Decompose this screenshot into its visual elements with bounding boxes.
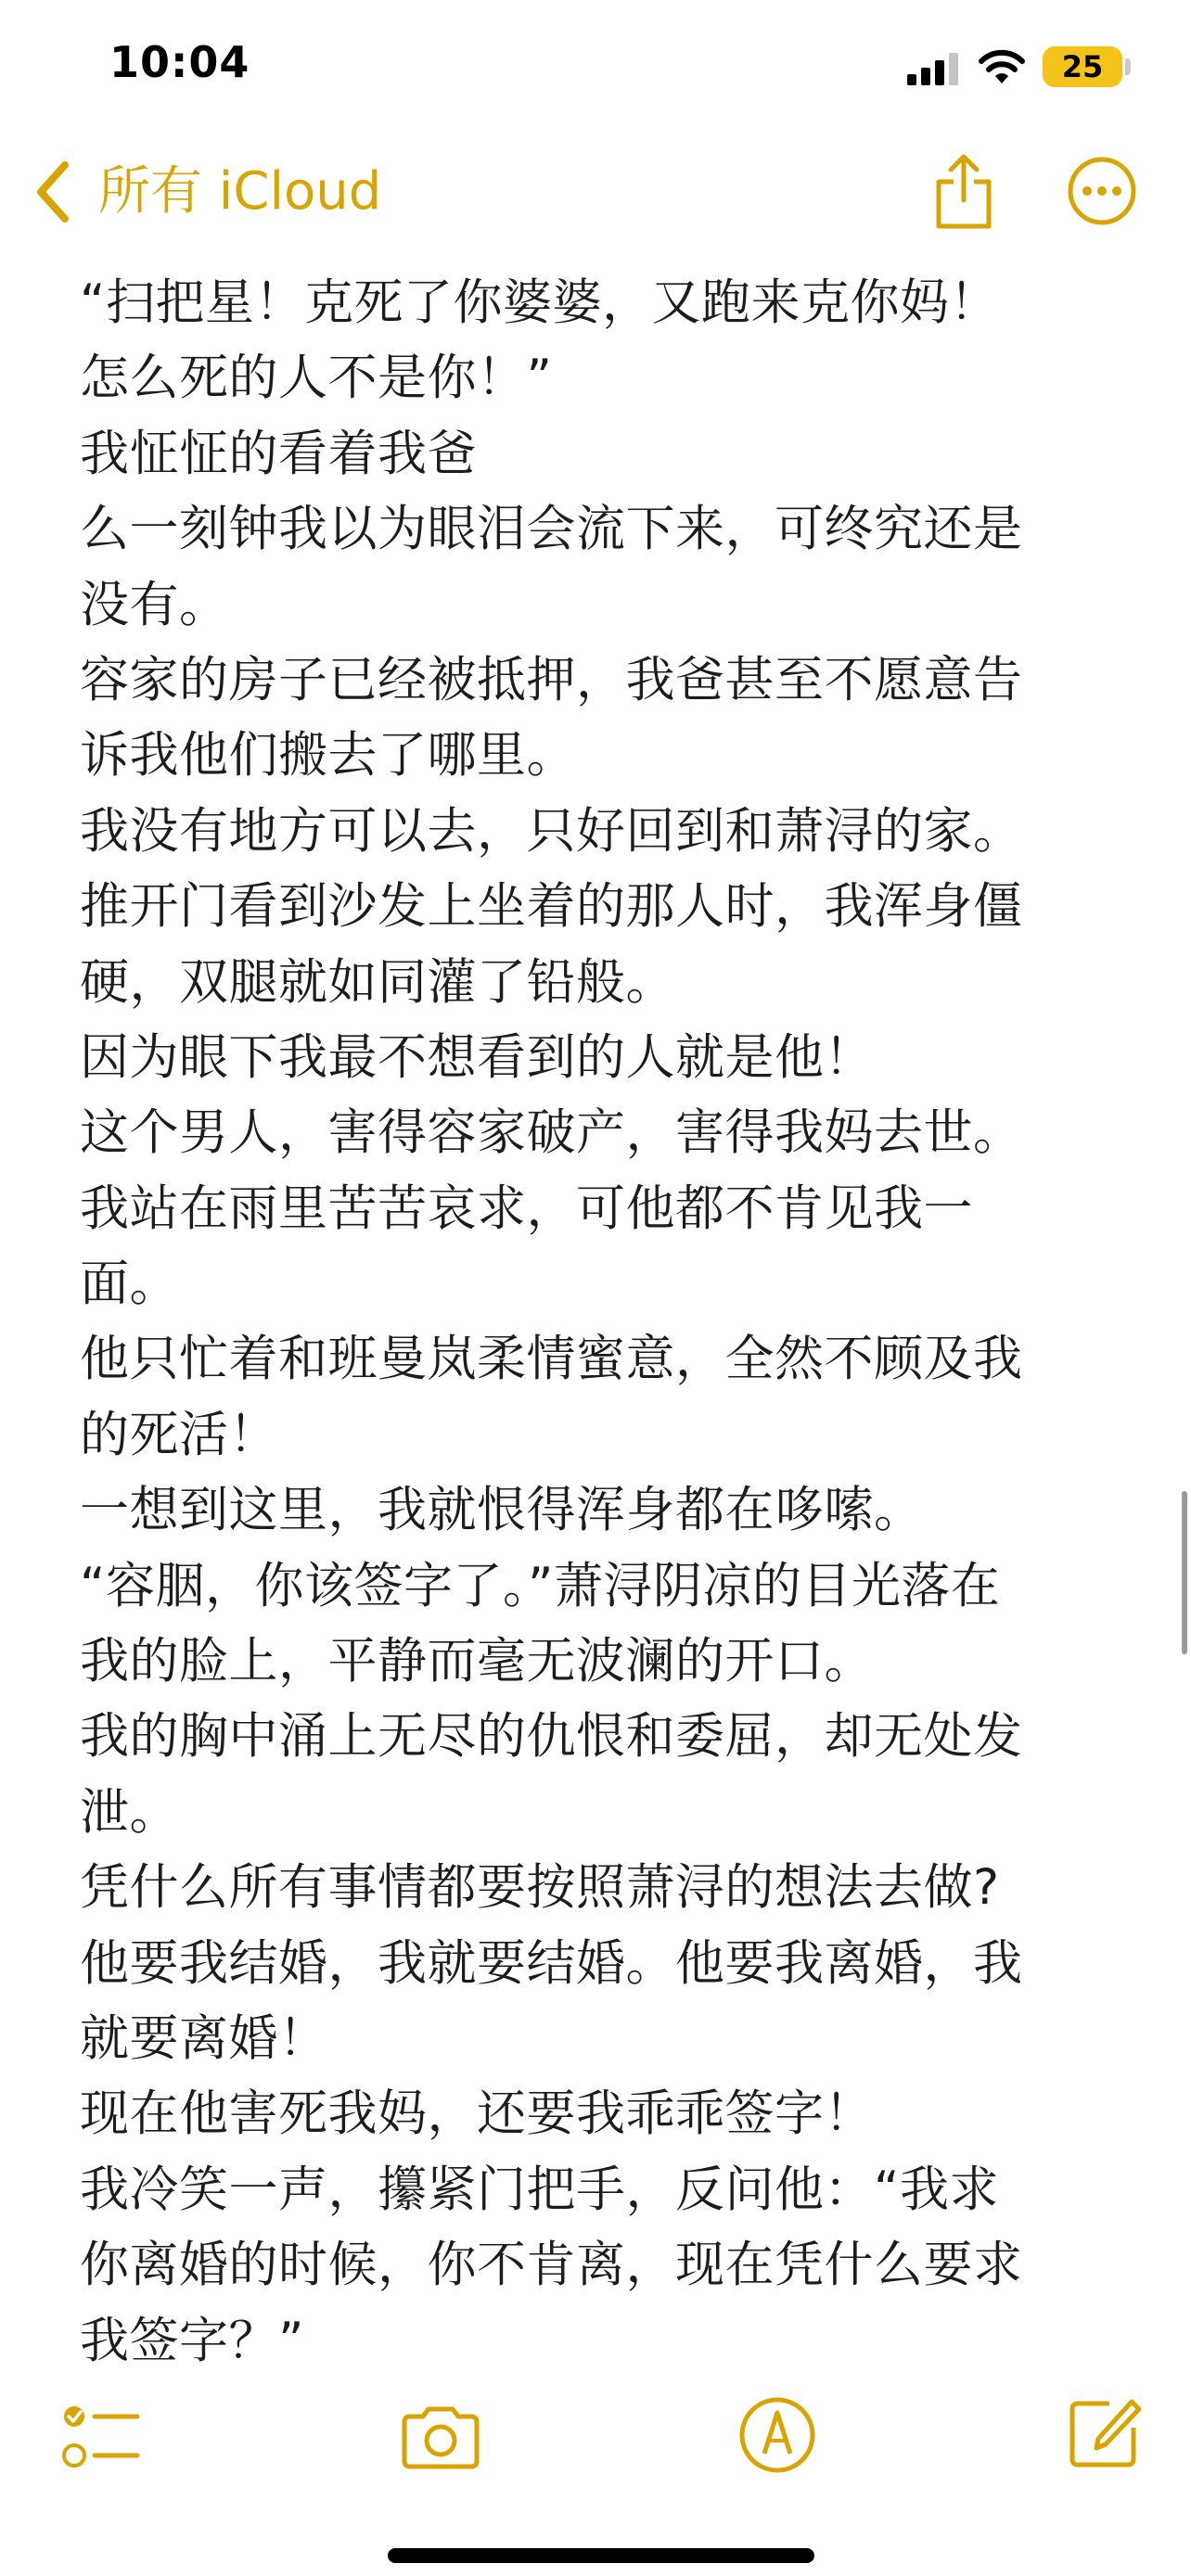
camera-icon[interactable]	[399, 2405, 482, 2470]
note-line: 一想到这里，我就恨得浑身都在哆嗦。	[80, 1482, 924, 1539]
note-line: 你离婚的时候，你不肯离，现在凭什么要求	[80, 2237, 1023, 2294]
note-line: 我签字？”	[80, 2312, 304, 2369]
note-line: 我没有地方可以去，只好回到和萧浔的家。	[80, 802, 1023, 860]
markup-icon[interactable]	[738, 2396, 816, 2474]
battery-cap	[1125, 58, 1131, 75]
battery-icon: 25	[1043, 46, 1122, 87]
note-line: 硬，双腿就如同灌了铅般。	[80, 953, 675, 1011]
more-icon[interactable]	[1067, 156, 1137, 226]
note-line: 现在他害死我妈，还要我乖乖签字！	[80, 2085, 874, 2143]
note-line: 我站在雨里苦苦哀求，可他都不肯见我一	[80, 1180, 973, 1237]
note-line: “扫把星！克死了你婆婆，又跑来克你妈！	[80, 274, 999, 331]
note-line: 诉我他们搬去了哪里。	[80, 727, 576, 784]
note-line: 就要离婚！	[80, 2009, 328, 2067]
wifi-icon	[978, 48, 1026, 85]
note-line: 因为眼下我最不想看到的人就是他！	[80, 1028, 874, 1086]
note-line: 怎么死的人不是你！”	[80, 350, 553, 407]
note-body[interactable]	[80, 265, 1156, 2378]
scroll-indicator[interactable]	[1182, 1491, 1187, 1654]
note-line: 我怔怔的看着我爸	[80, 425, 477, 482]
bottom-toolbar	[0, 2374, 1191, 2576]
share-icon[interactable]	[931, 152, 996, 232]
back-button[interactable]: 所有 iCloud	[98, 161, 382, 222]
note-line: 我冷笑一声，攥紧门把手，反问他：“我求	[80, 2161, 999, 2218]
note-line: 凭什么所有事情都要按照萧浔的想法去做?	[80, 1859, 1000, 1917]
compose-icon[interactable]	[1065, 2394, 1143, 2472]
note-line: 的死活！	[80, 1406, 278, 1463]
status-bar	[0, 0, 1191, 139]
note-line: 我的脸上，平静而毫无波澜的开口。	[80, 1633, 874, 1690]
status-time: 10:04	[109, 37, 250, 87]
note-line: 泄。	[80, 1783, 179, 1841]
note-line: 他只忙着和班曼岚柔情蜜意，全然不顾及我	[80, 1331, 1023, 1388]
checklist-icon[interactable]	[61, 2400, 141, 2474]
note-line: “容胭，你该签字了。”萧浔阴凉的目光落在	[80, 1557, 1001, 1614]
chevron-left-icon[interactable]	[33, 159, 74, 224]
note-line: 么一刻钟我以为眼泪会流下来，可终究还是	[80, 501, 1023, 558]
note-line: 这个男人，害得容家破产，害得我妈去世。	[80, 1104, 1023, 1162]
note-line: 没有。	[80, 576, 229, 633]
home-indicator[interactable]	[388, 2548, 814, 2563]
note-line: 容家的房子已经被抵押，我爸甚至不愿意告	[80, 651, 1023, 708]
note-line: 他要我结婚，我就要结婚。他要我离婚，我	[80, 1934, 1023, 1992]
cellular-signal-icon	[907, 52, 959, 85]
note-line: 推开门看到沙发上坐着的那人时，我浑身僵	[80, 878, 1023, 936]
note-line: 面。	[80, 1256, 179, 1313]
note-line: 我的胸中涌上无尽的仇恨和委屈，却无处发	[80, 1708, 1023, 1766]
